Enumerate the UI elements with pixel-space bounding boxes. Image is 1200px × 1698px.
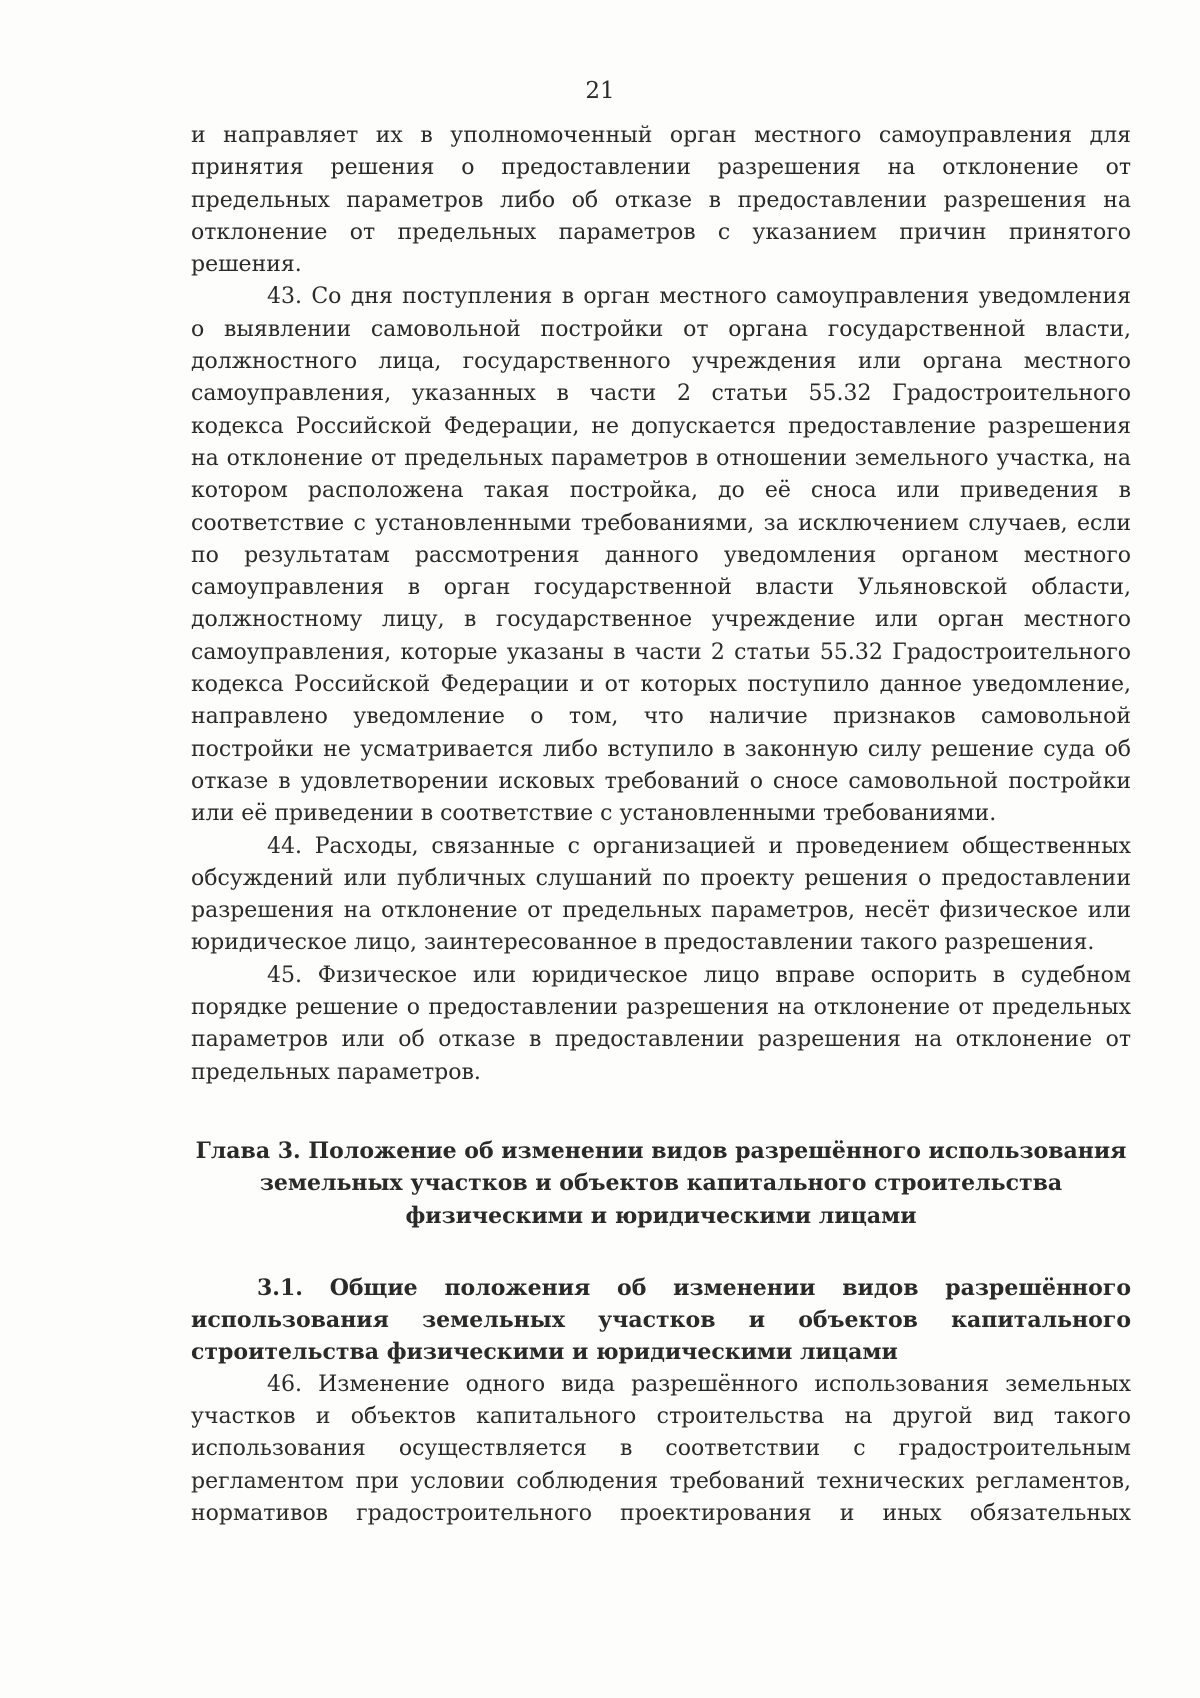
paragraph-43: 43. Со дня поступления в орган местного самоуправления уведомления о выявлении самовольной постройки от органа государственной власти, должностного лица, государственного учреждения или органа местного самоуправления, указанных в части 2 статьи 55.32 Градостроительного кодекса Российской Федерации, не допускается предоставление разрешения на отклонение от предельных параметров в отношении земельного участка, на котором расположена такая постройка, до её сноса или приведения в соответствие с установленными требованиями, за исключением случаев, если по результатам рассмотрения данного уведомления органом местного самоуправления в орган государственной власти Ульяновской области, должностному лицу, в государственное учреждение или орган местного самоуправления, которые указаны в части 2 статьи 55.32 Градостроительного кодекса Российской Федерации и от которых поступило данное уведомление, направлено уведомление о том, что наличие признаков самовольной постройки не усматривается либо вступило в законную силу решение суда об отказе в удовлетворении исковых требований о сносе самовольной постройки или её приведении в соответствие с установленными требованиями. xyxy=(191,284,1131,827)
paragraph-45: 45. Физическое или юридическое лицо вправе оспорить в судебном порядке решение о предоставлении разрешения на отклонение от предельных параметров или об отказе в предоставлении разрешения на отклонение от предельных параметров. xyxy=(191,962,1131,1085)
page-number: 21 xyxy=(585,78,615,104)
chapter-heading-line-3: физическими и юридическими лицами xyxy=(405,1202,917,1229)
paragraph-continuation: и направляет их в уполномоченный орган местного самоуправления для принятия решения о предоставлении разрешения на отклонение от предельных параметров либо об отказе в предоставлении разрешения на отклонение от предельных параметров с указанием причин принятого решения. xyxy=(191,123,1131,278)
chapter-heading-line-1: Глава 3. Положение об изменении видов разрешённого использования xyxy=(195,1137,1127,1164)
paragraph-46: 46. Изменение одного вида разрешённого использования земельных участков и объектов капитального строительства на другой вид такого использования осуществляется в соответствии с градостроительным регламентом при условии соблюдения требований технических регламентов, нормативов градостроительного проектирования и иных обязательных xyxy=(191,1371,1131,1526)
document-body xyxy=(191,120,1131,1530)
section-heading: 3.1. Общие положения об изменении видов разрешённого использования земельных участков и объектов капитального строительства физическими и юридическими лицами xyxy=(191,1274,1131,1366)
chapter-heading xyxy=(191,1135,1131,1232)
chapter-heading-line-2: земельных участков и объектов капитального строительства xyxy=(259,1170,1063,1197)
paragraph-44: 44. Расходы, связанные с организацией и проведением общественных обсуждений или публичных слушаний по проекту решения о предоставлении разрешения на отклонение от предельных параметров, несёт физическое или юридическое лицо, заинтересованное в предоставлении такого разрешения. xyxy=(191,833,1131,956)
